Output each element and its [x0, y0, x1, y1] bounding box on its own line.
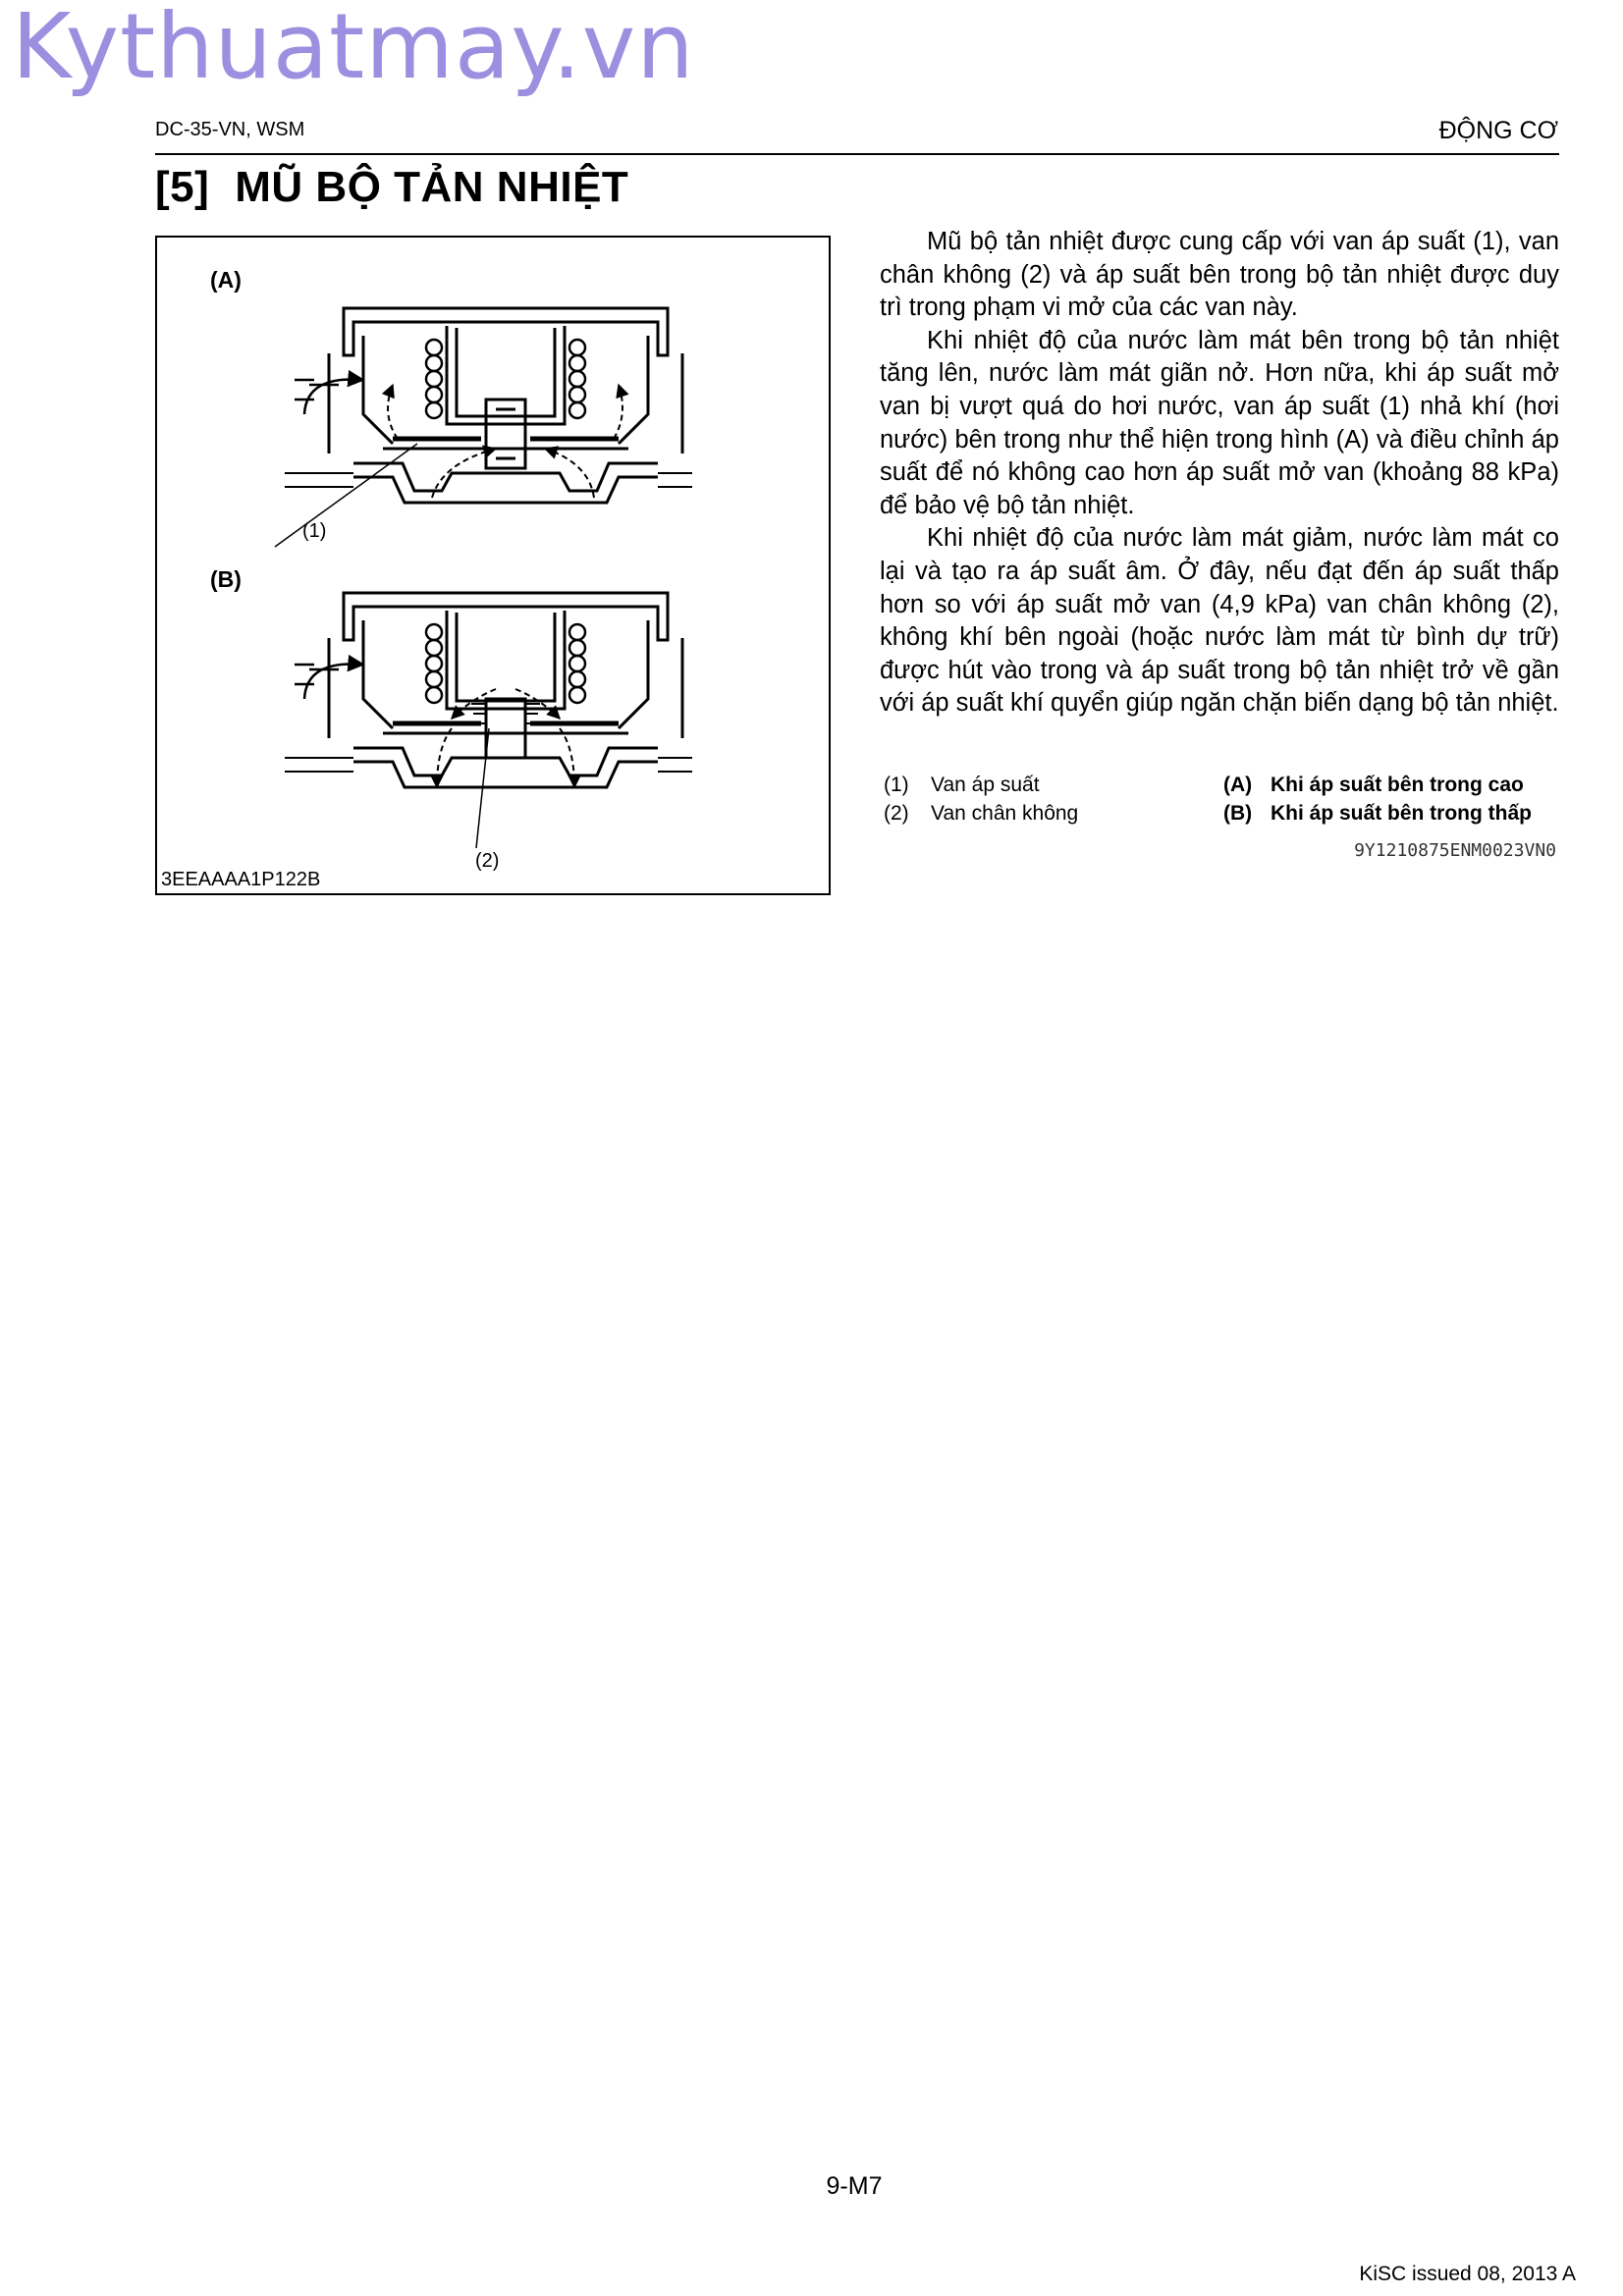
cap-diagram-a: [275, 308, 692, 547]
cap-diagram-b: [285, 593, 692, 848]
header-doc-id: DC-35-VN, WSM: [155, 119, 305, 140]
section-title-text: MŨ BỘ TẢN NHIỆT: [235, 163, 629, 211]
body-paragraph: Khi nhiệt độ của nước làm mát giảm, nước làm mát co lại và tạo ra áp suất âm. Ở đây, nếu đạt đến áp suất thấp hơn so với áp suất mở van (4,9 kPa) van chân không (2), không khí bên ngoài (hoặc nước làm mát từ bình dự trữ) được hút vào trong và áp suất trong bộ tản nhiệt trở về gần với áp suất khí quyển giúp ngăn chặn biến dạng bộ tản nhiệt.: [880, 524, 1559, 718]
figure-label-a: (A): [210, 267, 242, 293]
footer-issue: KiSC issued 08, 2013 A: [1359, 2263, 1576, 2285]
legend-item: (1) Van áp suất: [884, 774, 1040, 796]
figure-label-b: (B): [210, 566, 242, 592]
radiator-cap-diagram: [157, 238, 829, 893]
header-rule: [155, 153, 1559, 155]
document-code: 9Y1210875ENM0023VN0: [1354, 840, 1556, 861]
figure-code: 3EEAAAA1P122B: [161, 869, 321, 890]
callout-vacuum-valve: (2): [475, 850, 500, 872]
legend-item: (2) Van chân không: [884, 802, 1079, 825]
page-number: 9-M7: [826, 2172, 883, 2200]
body-text: [880, 226, 1559, 721]
legend-states: [1223, 771, 1532, 828]
watermark: Kythuatmay.vn: [12, 0, 695, 99]
section-number: [5]: [155, 163, 210, 211]
radiator-cap-figure: [155, 236, 831, 895]
legend-item: (B) Khi áp suất bên trong thấp: [1223, 802, 1532, 825]
callout-pressure-valve: (1): [302, 520, 327, 542]
legend-parts: [884, 771, 1078, 828]
body-paragraph: Mũ bộ tản nhiệt được cung cấp với van áp suất (1), van chân không (2) và áp suất bên trong bộ tản nhiệt được duy trì trong phạm vi mở của các van này.: [880, 228, 1559, 322]
body-paragraph: Khi nhiệt độ của nước làm mát bên trong bộ tản nhiệt tăng lên, nước làm mát giãn nở. Hơn nữa, khi áp suất mở van bị vượt quá do hơi nước, van áp suất (1) nhả khí (hơi nước) bên trong như thể hiện trong hình (A) và điều chỉnh áp suất để nó không cao hơn áp suất mở van (khoảng 88 kPa) để bảo vệ bộ tản nhiệt.: [880, 326, 1559, 519]
header-section: ĐỘNG CƠ: [1438, 117, 1558, 144]
legend-item: (A) Khi áp suất bên trong cao: [1223, 774, 1524, 796]
section-title: [155, 163, 628, 212]
